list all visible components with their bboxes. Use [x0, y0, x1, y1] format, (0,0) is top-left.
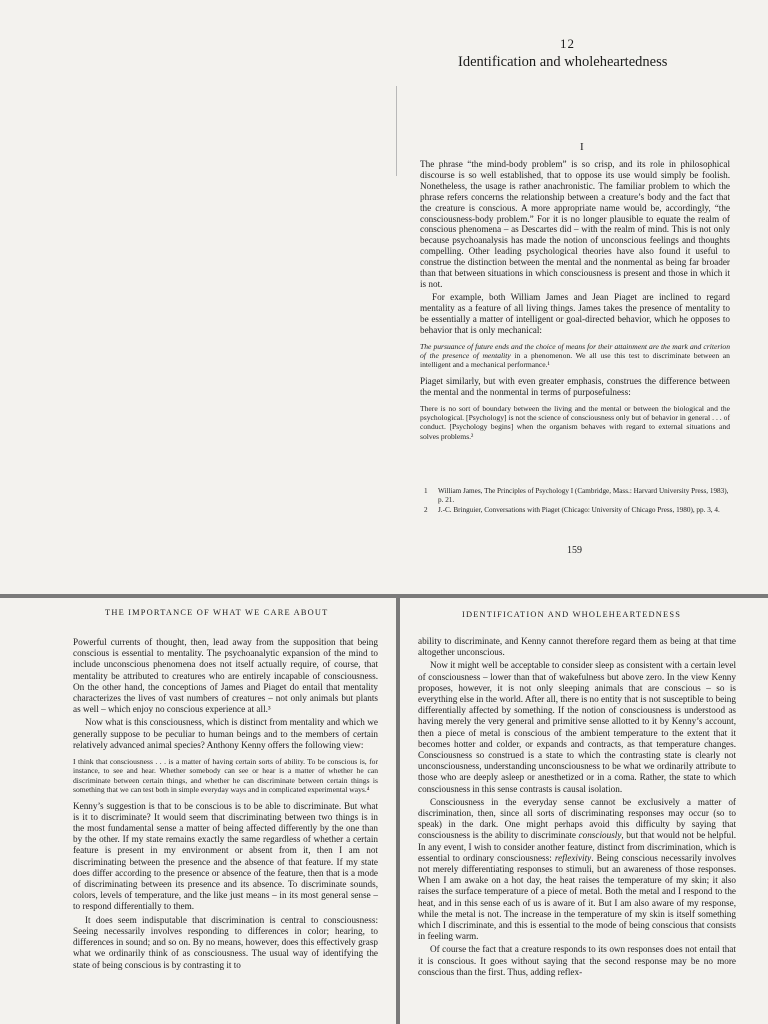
body-column: [420, 159, 730, 447]
page-bottom-right: [400, 598, 768, 1024]
paragraph: Now what is this consciousness, which is distinct from mentality and which we generally suppose to be peculiar to human beings and to the members of certain relatively advanced animal species? Anthony Kenny offers the following view:: [73, 717, 378, 750]
chapter-title: Identification and wholeheartedness: [458, 54, 668, 70]
body-column: [418, 636, 736, 980]
text-run: Consciousness in the everyday sense cannot be exclusively a matter of discrimination, then, since all sorts of discriminating responses may occur (so to speak) in the dark. One might perhaps avoid this difficulty by saying that consciousness is the ability to discriminate: [418, 796, 736, 841]
paragraph: For example, both William James and Jean Piaget are inclined to regard mentality as a feature of all living things. James takes the presence of mentality to be essentially a matter of intelligent or goal-directed behavior, which he opposes to behavior that is only mechanical:: [420, 291, 730, 335]
footnote-text: William James, The Principles of Psychology I (Cambridge, Mass.: Harvard University Press, 1983), p. 21.: [438, 487, 729, 504]
paragraph: The phrase “the mind-body problem” is so crisp, and its role in philosophical discourse is so well established, that to oppose its use would simply be foolish. Nonetheless, the usage is rather anachronistic. The familiar problem to which the phrase refers concerns the relationship between a creature’s body and the fact that the creature is conscious. A more appropriate name would be, accordingly, “the consciousness-body problem.” For it is no longer plausible to equate the realm of conscious phenomena – as Descartes did – with the realm of mind. This is not only because psychoanalysis has made the notion of unconscious feelings and thoughts compelling. Other leading psychological theories have also found it useful to construe the distinction between the mental and the nonmental as being far broader than that between situations in which consciousness is present and those in which it is not.: [420, 159, 730, 289]
paragraph: Piaget similarly, but with even greater emphasis, construes the difference between the mental and the nonmental in terms of purposefulness:: [420, 375, 730, 397]
quote-text: in a phenomenon. We all use this test to discriminate between an intelligent and a mechanical performance.¹: [420, 350, 730, 370]
page-number: 159: [567, 545, 582, 556]
text-run: . Being conscious necessarily involves not merely differentiating responses to stimuli, but an awareness of those responses. When I am awake on a hot day, the heat raises the temperature of my skin; it also raises the surface temperature of a piece of metal. Both the metal and I respond to the heat, and in this sense each of us is aware of it. But I am also aware of my response, while the metal is not. The increase in the temperature of my skin is itself something which I discriminate, and this is essential to the mode of being conscious that consists in feeling warm.: [418, 852, 736, 942]
paragraph: Now it might well be acceptable to consider sleep as consistent with a certain level of consciousness – lower than that of wakefulness but above zero. In the view Kenny proposes, however, it is not only sleeping animals that are conscious – so is everything else in the world. After all, there is no entity that is not susceptible to being differentially affected by something. If the notion of consciousness is understood as having merely the very general and primitive sense allotted to it by Kenny’s account, then a piece of metal is conscious of the ambient temperature to the extent that it becomes hotter and colder, or expands and contracts, as that temperature changes. Consciousness so construed is a state to which the contrasting state is clearly not unconsciousness, understanding unconsciousness to be what we ordinarily attribute to those who are deeply asleep or anesthetized or in a coma. Rather, the state to which consciousness in this sense contrasts is causal isolation.: [418, 660, 736, 794]
footnote: [420, 487, 730, 505]
paragraph: Powerful currents of thought, then, lead away from the supposition that being conscious is essential to mentality. The psychoanalytic expansion of the mind to include unconscious phenomena does not itself actually require, of course, that mentality be attributed to creatures who are entirely incapable of consciousness. On the other hand, the conceptions of James and Piaget do entail that mentality characterizes the lives of vast numbers of creatures – not only animals but plants as well – which enjoy no conscious experience at all.³: [73, 637, 378, 715]
page-bottom-left: [0, 598, 396, 1024]
footnote-number: 1: [424, 487, 428, 495]
block-quote: [420, 342, 730, 370]
paragraph: [418, 797, 736, 943]
footnote-number: 2: [424, 506, 428, 514]
footnotes: [420, 487, 730, 516]
footnote-text: J.-C. Bringuier, Conversations with Piaget (Chicago: University of Chicago Press, 1980), pp. 3, 4.: [438, 506, 720, 514]
paragraph: It does seem indisputable that discrimination is central to consciousness: Seeing necessarily involves responding to differences in color; hearing, to differences in sound; and so on. By no means, however, does this effectively grasp what we ordinarily think of as consciousness. The usual way of identifying the state of being conscious is by contrasting it to: [73, 914, 378, 970]
italic-run: consciously: [578, 830, 622, 841]
running-head: IDENTIFICATION AND WHOLEHEARTEDNESS: [462, 610, 682, 619]
running-head: THE IMPORTANCE OF WHAT WE CARE ABOUT: [105, 608, 329, 617]
paragraph: Of course the fact that a creature responds to its own responses does not entail that it is conscious. It goes without saying that the second response may be no more conscious than the first. Thus, adding reflex-: [418, 944, 736, 977]
section-number: I: [580, 141, 584, 153]
quote-italic: The pursuance of future ends and the choice of means for their attainment are the mark and criterion of the presence of mentality: [420, 341, 730, 360]
chapter-number: 12: [560, 36, 575, 51]
text-run: , but that would not be helpful. In any event, I wish to consider another feature, distinct from discrimination, which is essential to ordinary consciousness:: [418, 830, 736, 863]
italic-run: reflexivity: [554, 852, 592, 863]
block-quote: I think that consciousness . . . is a matter of having certain sorts of ability. To be conscious is, for instance, to see and hear. Whether somebody can see or hear is a matter of whether he can discriminate between certain things, and whether he can discriminate between certain things is something that we can test both in simple everyday ways and in complicated experimental ways.⁴: [73, 757, 378, 795]
paragraph: ability to discriminate, and Kenny cannot therefore regard them as being at that time altogether unconscious.: [418, 636, 736, 658]
footnote: [420, 506, 730, 515]
body-column: [73, 637, 378, 973]
paragraph: Kenny’s suggestion is that to be conscious is to be able to discriminate. But what is it to discriminate? It would seem that discriminating between two things is in the most fundamental sense a matter of being affected differently by the one than by the other. If my state remains exactly the same regardless of whether a certain feature is present in my environment or absent from it, then I am not discriminating between the presence and the absence of that feature. If my state does differ according to the presence or absence of the feature, then that is a mode of discriminating between its presence and its absence. To discriminate sounds, colors, levels of temperature, and the like just means – in its most general sense – to respond differentially to them.: [73, 800, 378, 912]
block-quote: There is no sort of boundary between the living and the mental or between the biological and the psychological. [Psychology] is not the science of consciousness only but of behavior in general . . . of conduct. [Psychology begins] when the organism behaves with regard to external situations and solves problems.²: [420, 403, 730, 441]
gutter-divider: [396, 86, 397, 176]
